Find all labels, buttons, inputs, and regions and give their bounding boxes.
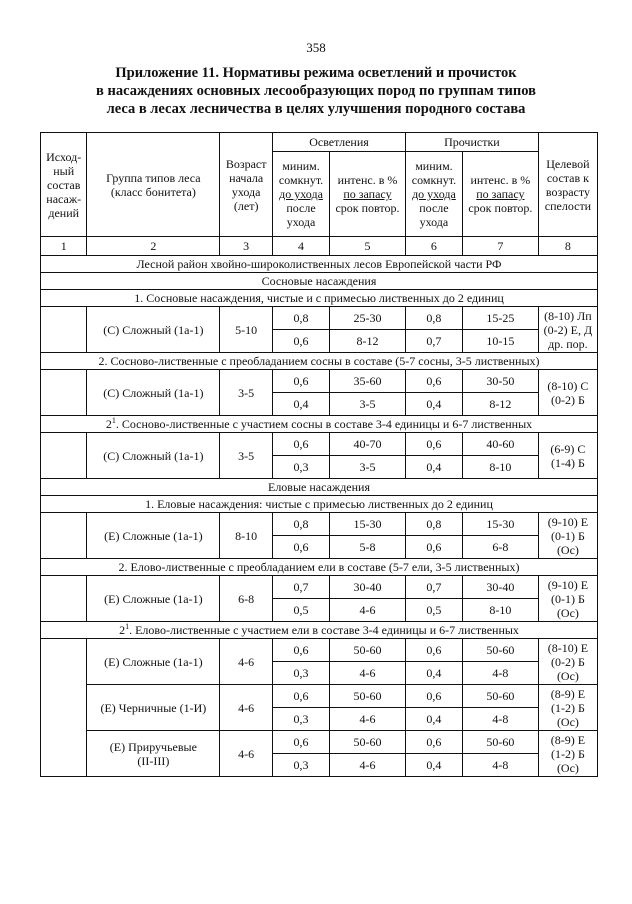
target-cell: (8-10) С (0-2) Б (538, 370, 597, 416)
header-start-age: Возраст начала ухода (лет) (220, 133, 273, 237)
column-number: 7 (462, 237, 538, 256)
column-number: 8 (538, 237, 597, 256)
table-row: (Е) Сложные (1а-1) 4-6 0,6 50-60 0,6 50-60 (8-10) Е (0-2) Б (Ос) (41, 639, 598, 662)
table-row: 0,3 4-6 0,4 4-8 (41, 662, 598, 685)
target-cell: (8-9) Е (1-2) Б (Ос) (538, 731, 597, 777)
table-row: 0,6 8-12 0,7 10-15 (41, 330, 598, 353)
table-row: (С) Сложный (1а-1) 3-5 0,6 40-70 0,6 40-60 (6-9) С (1-4) Б (41, 433, 598, 456)
target-cell: (8-10) Е (0-2) Б (Ос) (538, 639, 597, 685)
column-numbers-row (41, 237, 598, 256)
forest-type-cell: (Е) Приручьевые (II-III) (87, 731, 220, 777)
forest-type-cell: (С) Сложный (1а-1) (87, 370, 220, 416)
header-intensity: интенс. в % по запасу срок повтор. (330, 152, 406, 237)
section-heading: $2^1$. Елово-лиственные с участием ели в составе 3-4 единицы и 6-7 лиственных (41, 622, 598, 639)
header-intensity: интенс. в % по запасу срок повтор. (462, 152, 538, 237)
table-row: (Е) Сложные (1а-1) 6-8 0,7 30-40 0,7 30-40 (9-10) Е (0-1) Б (Ос) (41, 576, 598, 599)
table-row: (Е) Черничные (1-И) 4-6 0,6 50-60 0,6 50-60 (8-9) Е (1-2) Б (Ос) (41, 685, 598, 708)
forest-type-cell: (Е) Сложные (1а-1) (87, 513, 220, 559)
page-title (40, 64, 592, 118)
title-line: в насаждениях основных лесообразующих пород по группам типов (96, 83, 536, 99)
section-heading: 2. Сосново-лиственные с преобладанием сосны в составе (5-7 сосны, 3-5 лиственных) (41, 353, 598, 370)
age-cell: 6-8 (220, 576, 273, 622)
forest-type-cell: (Е) Черничные (1-И) (87, 685, 220, 731)
header-min-density: миним. сомкнут. до ухода после ухода (405, 152, 462, 237)
age-cell: 3-5 (220, 370, 273, 416)
column-number: 5 (330, 237, 406, 256)
forest-type-cell: (Е) Сложные (1а-1) (87, 576, 220, 622)
table-row: 0,3 3-5 0,4 8-10 (41, 456, 598, 479)
norms-table (40, 132, 598, 777)
header-prochistki: Прочистки (405, 133, 538, 152)
section-heading: 2. Елово-лиственные с преобладанием ели в составе (5-7 ели, 3-5 лиственных) (41, 559, 598, 576)
table-row: 0,4 3-5 0,4 8-12 (41, 393, 598, 416)
header-source-composition: Исход- ный состав насаж- дений (41, 133, 87, 237)
header-row (41, 133, 598, 152)
table-row: (Е) Приручьевые (II-III) 4-6 0,6 50-60 0,6 50-60 (8-9) Е (1-2) Б (Ос) (41, 731, 598, 754)
target-cell: (8-9) Е (1-2) Б (Ос) (538, 685, 597, 731)
age-cell: 5-10 (220, 307, 273, 353)
column-number: 3 (220, 237, 273, 256)
table-row: (С) Сложный (1а-1) 5-10 0,8 25-30 0,8 15-25 (8-10) Лп (0-2) Е, Д др. пор. (41, 307, 598, 330)
target-cell: (9-10) Е (0-1) Б (Ос) (538, 576, 597, 622)
section-heading: 1. Еловые насаждения: чистые с примесью лиственных до 2 единиц (41, 496, 598, 513)
header-forest-type-group: Группа типов леса (класс бонитета) (87, 133, 220, 237)
forest-type-cell: (С) Сложный (1а-1) (87, 433, 220, 479)
target-cell: (6-9) С (1-4) Б (538, 433, 597, 479)
target-cell: (9-10) Е (0-1) Б (Ос) (538, 513, 597, 559)
age-cell: 3-5 (220, 433, 273, 479)
spruce-heading: Еловые насаждения (41, 479, 598, 496)
pine-heading: Сосновые насаждения (41, 273, 598, 290)
column-number: 4 (273, 237, 330, 256)
table-row: 0,5 4-6 0,5 8-10 (41, 599, 598, 622)
table-row: (Е) Сложные (1а-1) 8-10 0,8 15-30 0,8 15-30 (9-10) Е (0-1) Б (Ос) (41, 513, 598, 536)
table-row: (С) Сложный (1а-1) 3-5 0,6 35-60 0,6 30-50 (8-10) С (0-2) Б (41, 370, 598, 393)
section-heading: $2^1$. Сосново-лиственные с участием сосны в составе 3-4 единицы и 6-7 лиственных (41, 416, 598, 433)
header-target-composition: Целевой состав к возрасту спелости (538, 133, 597, 237)
title-line: Приложение 11. Нормативы режима осветлений и прочисток (115, 65, 517, 81)
age-cell: 4-6 (220, 639, 273, 685)
title-line: леса в лесах лесничества в целях улучшения породного состава (106, 101, 526, 117)
column-number: 1 (41, 237, 87, 256)
column-number: 2 (87, 237, 220, 256)
region-heading: Лесной район хвойно-широколиственных лесов Европейской части РФ (41, 256, 598, 273)
forest-type-cell: (С) Сложный (1а-1) (87, 307, 220, 353)
header-min-density: миним. сомкнут. до ухода после ухода (273, 152, 330, 237)
table-row: 0,3 4-6 0,4 4-8 (41, 708, 598, 731)
age-cell: 4-6 (220, 731, 273, 777)
section-heading: 1. Сосновые насаждения, чистые и с примесью лиственных до 2 единиц (41, 290, 598, 307)
header-osvetleniya: Осветления (273, 133, 406, 152)
age-cell: 4-6 (220, 685, 273, 731)
table-row: 0,6 5-8 0,6 6-8 (41, 536, 598, 559)
column-number: 6 (405, 237, 462, 256)
page-number: 358 (306, 40, 326, 55)
table-row: 0,3 4-6 0,4 4-8 (41, 754, 598, 777)
target-cell: (8-10) Лп (0-2) Е, Д др. пор. (538, 307, 597, 353)
age-cell: 8-10 (220, 513, 273, 559)
forest-type-cell: (Е) Сложные (1а-1) (87, 639, 220, 685)
